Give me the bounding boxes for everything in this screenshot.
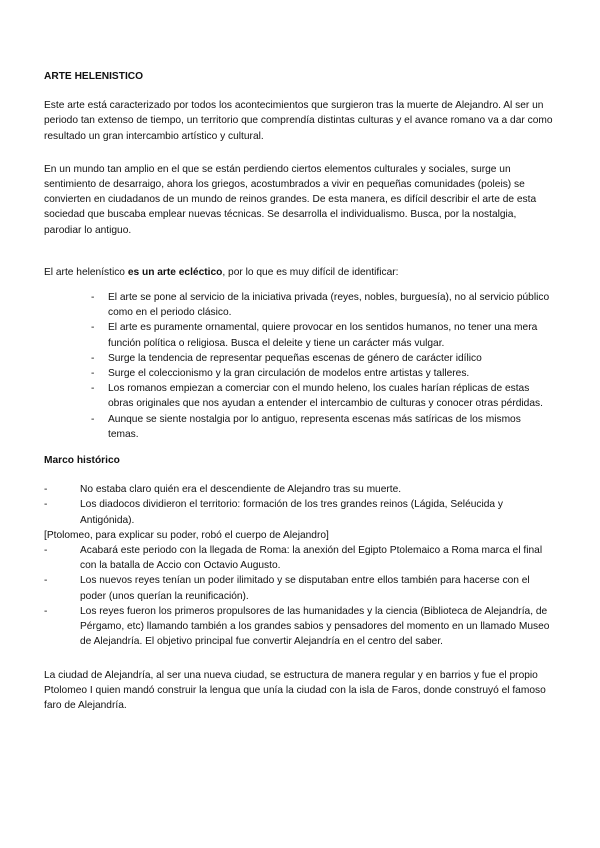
list-item-text: Los diadocos dividieron el territorio: formación de los tres grandes reinos (Lágida, Seléucida y Antigónida).: [80, 499, 504, 526]
eclectic-intro-before: El arte helenístico: [44, 266, 128, 278]
dash-marker: -: [44, 545, 48, 557]
list-item-text: El arte se pone al servicio de la iniciativa privada (reyes, nobles, burguesía), no al servicio público como en el periodo clásico.: [108, 292, 550, 319]
list-item: [44, 482, 556, 497]
dash-marker: -: [44, 499, 48, 511]
list-item: [44, 573, 556, 603]
list-item-text: Surge la tendencia de representar pequeñas escenas de género de carácter idílico: [108, 352, 482, 364]
list-item: [44, 497, 556, 527]
dash-marker: -: [91, 368, 95, 380]
list-item: [44, 543, 556, 573]
list-item: [44, 290, 556, 320]
list-item-text: El arte es puramente ornamental, quiere provocar en los sentidos humanos, no tener una mera función política o religiosa. Busca el deleite y tiene un carácter más vulgar.: [108, 322, 538, 349]
list-item: [44, 381, 556, 411]
dash-marker: -: [44, 484, 48, 496]
dash-marker: -: [44, 605, 48, 617]
list-item-text: Los reyes fueron los primeros propulsores de las humanidades y la ciencia (Biblioteca de Alejandría, de Pérgamo, etc) llamando también a los grandes sabios y pensadores del momento en un llamado Museo de Alejandría. El objetivo principal fue convertir Alejandría en el centro del saber.: [80, 605, 550, 648]
list-item-text: Los nuevos reyes tenían un poder ilimitado y se disputaban entre ellos también para hacerse con el poder (unos querían la reunificación).: [80, 575, 530, 602]
list-item: [44, 351, 556, 366]
dash-marker: -: [91, 413, 95, 425]
eclectic-intro-after: , por lo que es muy difícil de identificar:: [222, 266, 399, 278]
characteristics-list: [44, 290, 556, 442]
historical-list: [44, 482, 556, 649]
eclectic-intro: [44, 265, 556, 280]
list-item-text: No estaba claro quién era el descendiente de Alejandro tras su muerte.: [80, 484, 402, 496]
list-item-text: Acabará este periodo con la llegada de Roma: la anexión del Egipto Ptolemaico a Roma marca el final con la batalla de Accio con Octavio Augusto.: [80, 545, 543, 572]
list-item: [44, 604, 556, 650]
dash-marker: -: [44, 575, 48, 587]
dash-marker: -: [91, 352, 95, 364]
section-heading-marco-historico: Marco histórico: [44, 455, 120, 467]
closing-paragraph: La ciudad de Alejandría, al ser una nueva ciudad, se estructura de manera regular y en barrios y fue el propio Ptolomeo I quien mandó construir la lengua que unía la ciudad con la isla de Faros, donde construyó el famoso faro de Alejandría.: [44, 669, 546, 711]
list-item-text: Aunque se siente nostalgia por lo antiguo, representa escenas más satíricas de los mismos temas.: [108, 413, 521, 440]
bracket-note: [Ptolomeo, para explicar su poder, robó el cuerpo de Alejandro]: [44, 529, 329, 541]
list-item: [44, 320, 556, 350]
dash-marker: -: [91, 383, 95, 395]
intro-paragraph-2: En un mundo tan amplio en el que se están perdiendo ciertos elementos culturales y sociales, surge un sentimiento de desarraigo, ahora los griegos, acostumbrados a vivir en pequeñas comunidades (poleis) se convierten en ciudadanos de un mundo de reinos grandes. De esta manera, es difícil describir el arte de esta sociedad que buscaba emplear nuevas técnicas. Se desarrolla el individualismo. Busca, por la nostalgia, parodiar lo antiguo.: [44, 163, 537, 236]
list-item-text: Los romanos empiezan a comerciar con el mundo heleno, los cuales harían réplicas de estas obras originales que nos ayudan a entender el intercambio de culturas y conocer otras pérdidas.: [108, 383, 543, 410]
list-item-text: Surge el coleccionismo y la gran circulación de modelos entre artistas y talleres.: [108, 368, 470, 380]
list-item: [44, 412, 556, 442]
list-item: [44, 366, 556, 381]
intro-paragraph-1: Este arte está caracterizado por todos los acontecimientos que surgieron tras la muerte de Alejandro. Al ser un periodo tan extenso de tiempo, un territorio que comprendía distintas culturas y el avance romano va a dar como resultado un gran intercambio artístico y cultural.: [44, 100, 553, 142]
document-title: ARTE HELENISTICO: [44, 71, 144, 82]
dash-marker: -: [91, 322, 95, 334]
dash-marker: -: [91, 292, 95, 304]
eclectic-intro-bold: es un arte ecléctico: [127, 266, 223, 278]
